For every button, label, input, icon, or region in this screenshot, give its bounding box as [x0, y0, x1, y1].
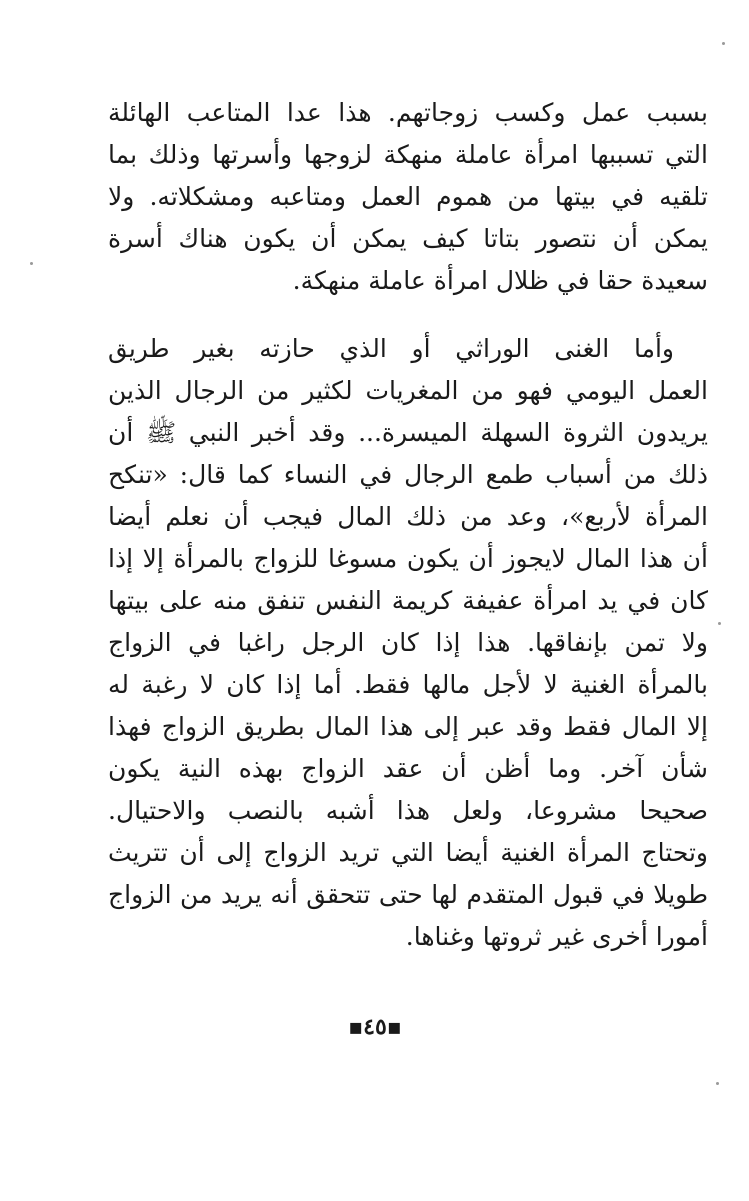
text-line: بالمرأة الغنية لا لأجل مالها فقط. أما إذا كان لا رغبة له — [108, 670, 708, 699]
text-line: أمورا أخرى غير ثروتها وغناها. — [405, 922, 708, 951]
text-line: بسبب عمل وكسب زوجاتهم. هذا عدا المتاعب الهائلة — [108, 98, 708, 127]
margin-speck — [722, 42, 725, 45]
text-line: التي تسببها امرأة عاملة منهكة لزوجها وأسرتها وذلك بما — [108, 140, 708, 169]
text-line: وتحتاج المرأة الغنية أيضا التي تريد الزواج إلى أن تتريث — [108, 838, 708, 867]
margin-speck — [30, 262, 33, 265]
text-line: صحيحا مشروعا، ولعل هذا أشبه بالنصب والاحتيال. — [108, 796, 708, 825]
text-line: ذلك من أسباب طمع الرجال في النساء كما قال: «تنكح — [108, 460, 708, 489]
text-line: تلقيه في بيتها من هموم العمل ومتاعبه ومشكلاته. ولا — [108, 182, 708, 211]
text-line: إلا المال فقط وقد عبر إلى هذا المال بطريق الزواج فهذا — [108, 712, 708, 741]
text-line: طويلا في قبول المتقدم لها حتى تتحقق أنه يريد من الزواج — [108, 880, 708, 909]
text-line: أن هذا المال لايجوز أن يكون مسوغا للزواج بالمرأة إلا إذا — [108, 544, 708, 573]
text-line: ولا تمن بإنفاقها. هذا إذا كان الرجل راغبا في الزواج — [108, 628, 708, 657]
text-line: يمكن أن نتصور بتاتا كيف يمكن أن يكون هناك أسرة — [108, 224, 708, 253]
margin-speck — [718, 622, 721, 625]
text-line: كان في يد امرأة عفيفة كريمة النفس تنفق منه على بيتها — [108, 586, 708, 615]
margin-speck — [716, 1082, 719, 1085]
text-line: المرأة لأربع»، وعد من ذلك المال فيجب أن نعلم أيضا — [108, 502, 708, 531]
paragraph-2 — [108, 328, 708, 958]
text-line: سعيدة حقا في ظلال امرأة عاملة منهكة. — [292, 266, 708, 295]
text-line: العمل اليومي فهو من المغريات لكثير من الرجال الذين — [108, 376, 708, 405]
text-line: يريدون الثروة السهلة الميسرة... وقد أخبر النبي ﷺ أن — [108, 418, 708, 447]
page-number: ▪٤٥▪ — [348, 1014, 402, 1040]
text-line: وأما الغنى الوراثي أو الذي حازته بغير طريق — [108, 334, 674, 363]
text-line: شأن آخر. وما أظن أن عقد الزواج بهذه النية يكون — [108, 754, 708, 783]
paragraph-1 — [108, 92, 708, 302]
